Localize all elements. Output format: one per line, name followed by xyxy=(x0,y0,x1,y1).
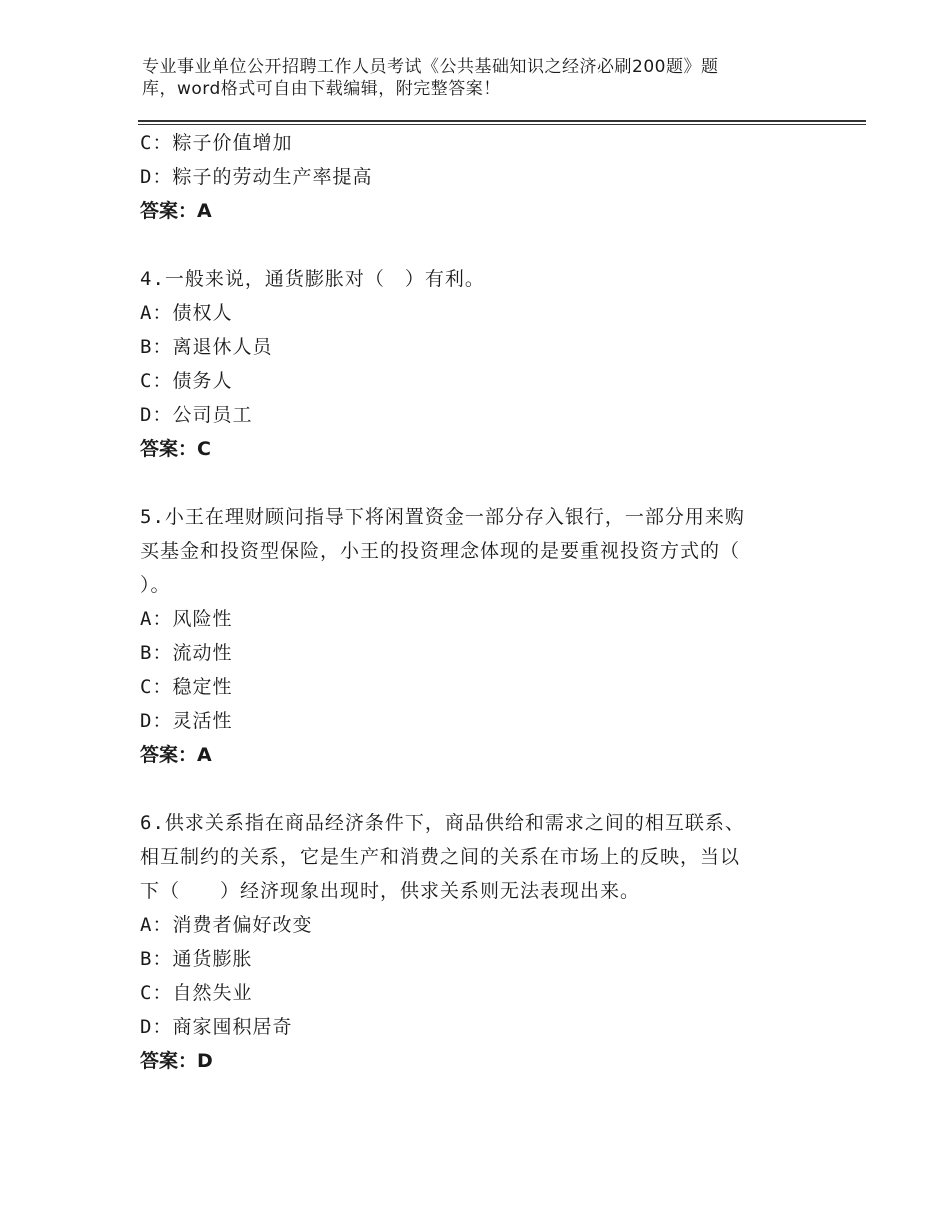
option-a: A：债权人 xyxy=(140,302,233,324)
header-title-line-1: 专业事业单位公开招聘工作人员考试《公共基础知识之经济必刷200题》题 xyxy=(142,57,719,77)
answer-line: 答案：A xyxy=(140,744,212,766)
question-5 xyxy=(140,500,810,772)
option-c: C：粽子价值增加 xyxy=(140,132,293,154)
question-text-line: 买基金和投资型保险，小王的投资理念体现的是要重视投资方式的（ xyxy=(140,540,741,562)
option-b: B：通货膨胀 xyxy=(140,948,253,970)
question-6 xyxy=(140,806,810,1078)
question-text-line: 6.供求关系指在商品经济条件下，商品供给和需求之间的相互联系、 xyxy=(140,812,745,834)
header-rule-thick xyxy=(138,120,866,122)
spacer xyxy=(140,466,810,500)
option-d: D：粽子的劳动生产率提高 xyxy=(140,166,373,188)
option-d: D：公司员工 xyxy=(140,404,253,426)
option-d: D：灵活性 xyxy=(140,710,233,732)
answer-line: 答案：D xyxy=(140,1050,213,1072)
option-c: C：稳定性 xyxy=(140,676,233,698)
option-c: C：债务人 xyxy=(140,370,233,392)
question-text-line: 下（ ）经济现象出现时，供求关系则无法表现出来。 xyxy=(140,880,641,902)
spacer xyxy=(140,772,810,806)
header-rule-thin xyxy=(138,124,866,125)
question-4 xyxy=(140,262,810,466)
question-text: 4.一般来说，通货膨胀对（ ）有利。 xyxy=(140,268,485,290)
question-text-line: 相互制约的关系，它是生产和消费之间的关系在市场上的反映，当以 xyxy=(140,846,741,868)
answer-line: 答案：C xyxy=(140,438,211,460)
option-a: A：风险性 xyxy=(140,608,233,630)
document-body xyxy=(140,126,810,1078)
document-header xyxy=(142,56,782,100)
header-title-line-2: 库，word格式可自由下载编辑，附完整答案！ xyxy=(142,79,501,99)
spacer xyxy=(140,228,810,262)
question-text-line: 5.小王在理财顾问指导下将闲置资金一部分存入银行，一部分用来购 xyxy=(140,506,745,528)
option-c: C：自然失业 xyxy=(140,982,253,1004)
option-b: B：流动性 xyxy=(140,642,233,664)
question-3-tail xyxy=(140,126,810,228)
question-text-line: ）。 xyxy=(140,574,171,596)
option-b: B：离退休人员 xyxy=(140,336,273,358)
answer-line: 答案：A xyxy=(140,200,212,222)
option-d: D：商家囤积居奇 xyxy=(140,1016,293,1038)
option-a: A：消费者偏好改变 xyxy=(140,914,313,936)
